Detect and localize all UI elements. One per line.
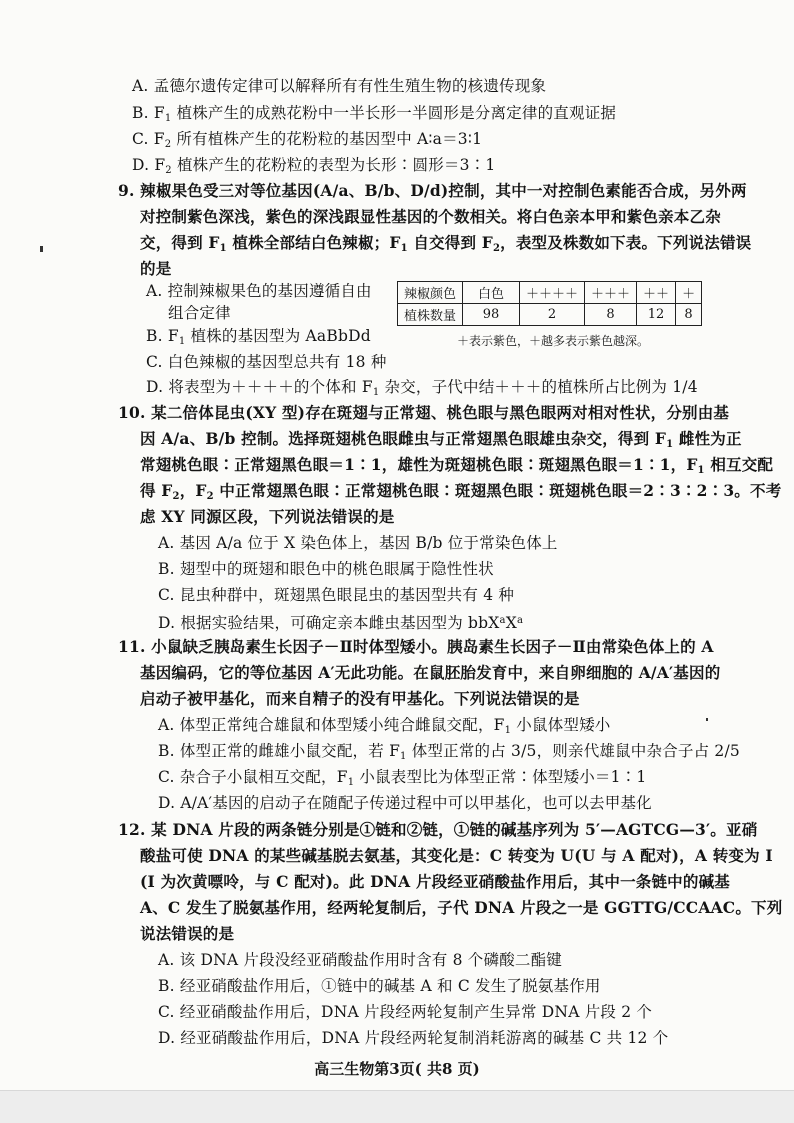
q11-b-post: 体型正常的占 3/5，则亲代雄鼠中杂合子占 2/5 (406, 742, 740, 760)
q10-option-a: A. 基因 A/a 位于 X 染色体上，基因 B/b 位于常染色体上 (158, 534, 558, 552)
table-note: ＋表示紫色，＋越多表示紫色越深。 (457, 334, 650, 348)
subscript: 1 (400, 243, 408, 254)
q11-option-d: D. A/A′基因的启动子在随配子传递过程中可以甲基化，也可以去甲基化 (158, 794, 652, 812)
subscript: 1 (219, 243, 227, 254)
q10-l4-b: ，F (179, 481, 207, 500)
q10-d-mid: X (505, 614, 517, 632)
table-cell: 8 (676, 304, 702, 326)
subscript: 1 (372, 387, 380, 398)
q10-option-b: B. 翅型中的斑翅和眼色中的桃色眼属于隐性性状 (158, 560, 494, 578)
q12-option-b: B. 经亚硝酸盐作用后，①链中的碱基 A 和 C 发生了脱氨基作用 (158, 977, 601, 995)
q9-option-b (146, 326, 371, 352)
q12-option-d: D. 经亚硝酸盐作用后，DNA 片段经两轮复制消耗游离的碱基 C 共 12 个 (158, 1029, 669, 1047)
q10-stem-line3 (140, 455, 773, 481)
q12-option-c: C. 经亚硝酸盐作用后，DNA 片段经两轮复制产生异常 DNA 片段 2 个 (158, 1003, 653, 1021)
q10-stem-line5: 虑 XY 同源区段，下列说法错误的是 (140, 507, 395, 526)
q11-c-pre: C. 杂合子小鼠相互交配，F (158, 768, 348, 786)
q11-c-post: 小鼠表型比为体型正常∶体型矮小＝1∶1 (354, 768, 647, 786)
table-cell: 98 (463, 304, 520, 326)
q9-stem-line4: 的是 (140, 259, 172, 278)
q10-l4-a: 得 F (140, 481, 173, 500)
table-cell: 8 (585, 304, 637, 326)
table-cell: 植株数量 (398, 304, 463, 326)
q9-d-pre: D. 将表型为＋＋＋＋的个体和 F (146, 378, 373, 396)
table-cell: ＋＋ (637, 282, 676, 304)
q9-stem-line1: 9. 辣椒果色受三对等位基因(A/a、B/b、D/d)控制，其中一对控制色素能否合成，另外两 (118, 181, 747, 200)
q10-l4-c: 中正常翅黑色眼∶正常翅桃色眼∶斑翅黑色眼∶斑翅桃色眼＝2∶3∶2∶3。不考 (213, 481, 782, 500)
q11-stem-line2: 基因编码，它的等位基因 A′无此功能。在鼠胚胎发育中，来自卵细胞的 A/A′基因的 (140, 663, 721, 682)
table-cell: 12 (637, 304, 676, 326)
q11-b-pre: B. 体型正常的雌雄小鼠交配，若 F (158, 742, 401, 760)
q8-option-a-text: A. 孟德尔遗传定律可以解释所有有性生殖生物的核遗传现象 (132, 77, 547, 95)
q12-stem-line1: 12. 某 DNA 片段的两条链分别是①链和②链，①链的碱基序列为 5′—AGTCG—3′。亚硝 (118, 820, 758, 839)
q9-b-pre: B. F (146, 327, 179, 345)
table-cell: ＋＋＋ (585, 282, 637, 304)
subscript: 1 (504, 725, 512, 736)
q9-option-c: C. 白色辣椒的基因型总共有 18 种 (146, 353, 387, 371)
q9-stem-line3 (140, 233, 751, 259)
q10-l3-b: 相互交配 (704, 455, 774, 474)
q12-stem-line5: 说法错误的是 (140, 924, 235, 943)
q8-c-post: 所有植株产生的花粉粒的基因型中 A∶a＝3∶1 (171, 130, 483, 148)
q11-option-a (158, 715, 611, 741)
q9-option-a-line1: A. 控制辣椒果色的基因遵循自由 (146, 282, 372, 300)
q10-option-c: C. 昆虫种群中，斑翅黑色眼昆虫的基因型共有 4 种 (158, 586, 515, 604)
scan-speck (706, 718, 708, 721)
q11-a-pre: A. 体型正常纯合雄鼠和体型矮小纯合雌鼠交配，F (158, 716, 505, 734)
q9-b-post: 植株的基因型为 AaBbDd (185, 327, 371, 345)
subscript: 1 (666, 439, 674, 450)
q10-stem-line1: 10. 某二倍体昆虫(XY 型)存在斑翅与正常翅、桃色眼与黑色眼两对相对性状，分别由基 (118, 403, 730, 422)
q11-a-post: 小鼠体型矮小 (511, 716, 611, 734)
q8-d-pre: D. F (132, 156, 166, 174)
scan-speck (40, 246, 43, 252)
q9-d-post: 杂交，子代中结＋＋＋的植株所占比例为 1/4 (379, 378, 698, 396)
table-cell: 辣椒颜色 (398, 282, 463, 304)
viewer-bottom-strip (0, 1090, 794, 1123)
q9-option-a-line2: 组合定律 (168, 304, 231, 322)
subscript: 2 (492, 243, 501, 254)
subscript: 1 (178, 336, 186, 347)
q12-stem-line4: A、C 发生了脱氨基作用，经两轮复制后，子代 DNA 片段之一是 GGTTG/CCAAC。下列 (140, 898, 783, 917)
q9-l3-a: 交，得到 F (140, 233, 220, 252)
q8-option-c (132, 129, 482, 155)
q11-option-b (158, 741, 740, 767)
q8-c-pre: C. F (132, 130, 165, 148)
table-cell: 2 (520, 304, 585, 326)
q10-d-pre: D. 根据实验结果，可确定亲本雌虫基因型为 bbX (158, 614, 500, 632)
table-row (398, 282, 702, 304)
q12-stem-line3: (I 为次黄嘌呤，与 C 配对)。此 DNA 片段经亚硝酸盐作用后，其中一条链中的碱基 (140, 872, 730, 891)
page-footer: 高三生物第3页( 共8 页) (314, 1060, 480, 1078)
q9-stem-line2: 对控制紫色深浅，紫色的深浅跟显性基因的个数相关。将白色亲本甲和紫色亲本乙杂 (140, 207, 721, 226)
q10-l2-b: 雌性为正 (673, 429, 742, 448)
table-row (398, 304, 702, 326)
superscript: a (516, 615, 524, 626)
q11-stem-line1: 11. 小鼠缺乏胰岛素生长因子－Ⅱ时体型矮小。胰岛素生长因子－Ⅱ由常染色体上的 A (118, 637, 714, 656)
q11-option-c (158, 767, 646, 793)
subscript: 1 (400, 751, 407, 762)
q10-option-d (158, 611, 523, 633)
q8-b-post: 植株产生的成熟花粉中一半长形一半圆形是分离定律的直观证据 (171, 104, 617, 122)
pepper-color-table (397, 281, 702, 326)
subscript: 2 (172, 491, 180, 502)
q9-l3-b: 植株全部结白色辣椒；F (226, 233, 401, 252)
table-cell: ＋ (676, 282, 702, 304)
q11-stem-line3: 启动子被甲基化，而来自精子的没有甲基化。下列说法错误的是 (140, 689, 580, 708)
q8-b-pre: B. F (132, 104, 165, 122)
subscript: 2 (206, 491, 214, 502)
q8-d-post: 植株产生的花粉粒的表型为长形∶圆形＝3∶1 (171, 156, 496, 174)
subscript: 1 (697, 465, 705, 476)
subscript: 2 (165, 165, 172, 176)
q10-l3-a: 常翅桃色眼∶正常翅黑色眼＝1∶1，雄性为斑翅桃色眼∶斑翅黑色眼＝1∶1，F (140, 455, 698, 474)
q9-l3-c: 自交得到 F (407, 233, 493, 252)
q8-option-a (132, 76, 546, 96)
q9-option-d (146, 377, 698, 403)
superscript: a (499, 615, 506, 626)
q10-l2-a: 因 A/a、B/b 控制。选择斑翅桃色眼雌虫与正常翅黑色眼雄虫杂交，得到 F (140, 429, 667, 448)
q9-l3-d: ，表型及株数如下表。下列说法错误 (500, 233, 752, 252)
q10-stem-line4 (140, 481, 781, 507)
subscript: 1 (164, 113, 172, 124)
q8-option-b (132, 103, 616, 129)
table-cell: 白色 (463, 282, 520, 304)
q12-option-a: A. 该 DNA 片段没经亚硝酸盐作用时含有 8 个磷酸二酯键 (158, 951, 563, 969)
q10-stem-line2 (140, 429, 742, 455)
q12-stem-line2: 酸盐可使 DNA 的某些碱基脱去氨基，其变化是：C 转变为 U(U 与 A 配对)，A 转变为 I (140, 846, 773, 865)
table-cell: ＋＋＋＋ (520, 282, 585, 304)
q8-option-d (132, 155, 495, 181)
subscript: 1 (347, 777, 355, 788)
subscript: 2 (164, 139, 172, 150)
